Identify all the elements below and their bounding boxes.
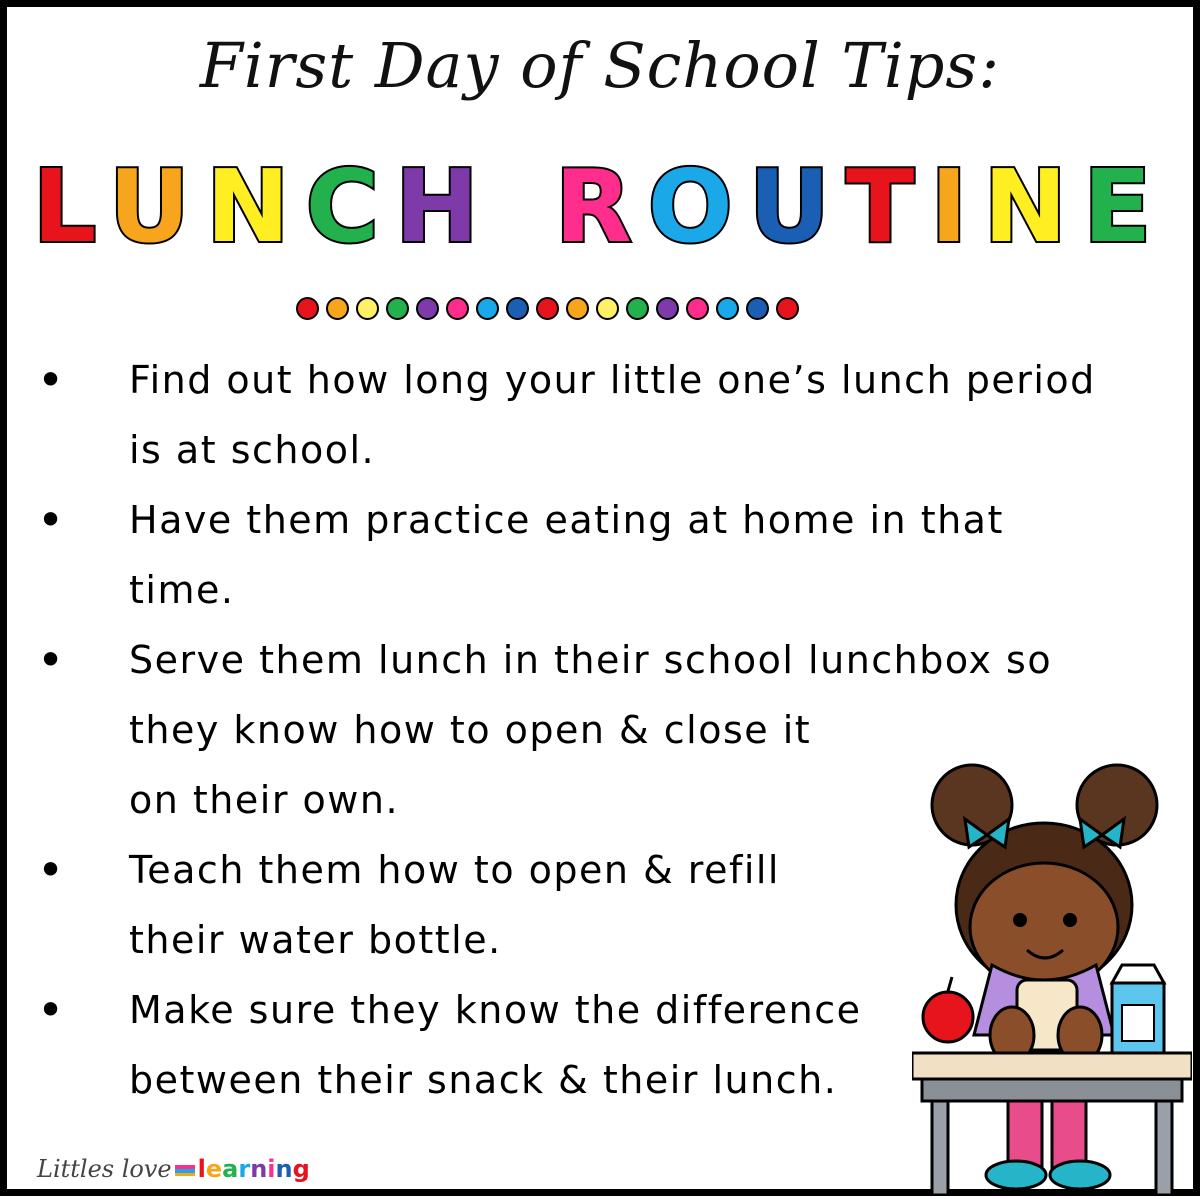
divider-dot xyxy=(476,297,499,320)
divider-dot xyxy=(626,297,649,320)
title-letter: E xyxy=(1083,148,1168,265)
divider-dot xyxy=(776,297,799,320)
divider-dot xyxy=(566,297,589,320)
title-letter: H xyxy=(395,148,495,265)
divider-dot xyxy=(536,297,559,320)
divider-dot xyxy=(446,297,469,320)
divider-dot xyxy=(416,297,439,320)
divider-dot xyxy=(686,297,709,320)
title-letter: R xyxy=(554,148,648,265)
bullet-icon: • xyxy=(37,633,65,687)
divider-dot xyxy=(746,297,769,320)
tip-text: time. xyxy=(129,568,235,612)
bullet-icon: • xyxy=(37,843,65,897)
brand-text-2 xyxy=(198,1155,310,1183)
brand-letter: a xyxy=(222,1155,239,1183)
title-letter: U xyxy=(108,148,206,265)
brand-letter: e xyxy=(205,1155,223,1183)
tip-text: is at school. xyxy=(129,428,376,472)
brand-letter: n xyxy=(250,1155,268,1183)
title-letter: C xyxy=(305,148,396,265)
divider-dot xyxy=(386,297,409,320)
brand-logo xyxy=(37,1155,310,1183)
script-title: First Day of School Tips: xyxy=(199,29,1001,102)
brand-letter: n xyxy=(275,1155,293,1183)
divider-dot xyxy=(356,297,379,320)
bullet-icon: • xyxy=(37,983,65,1037)
tip-text: Teach them how to open & refill xyxy=(129,848,780,892)
title-letter: N xyxy=(983,148,1084,265)
brand-text-1: Littles love xyxy=(37,1155,172,1183)
divider-dot xyxy=(596,297,619,320)
divider-dot xyxy=(506,297,529,320)
bullet-icon: • xyxy=(37,353,65,407)
graduation-cap-icon xyxy=(172,1155,198,1183)
girl-at-desk-illustration xyxy=(912,755,1192,1195)
bullet-icon: • xyxy=(37,493,65,547)
title-letter: U xyxy=(748,148,846,265)
tip-text: they know how to open & close it xyxy=(129,708,812,752)
divider-dot xyxy=(326,297,349,320)
title-letter: T xyxy=(845,148,931,265)
tip-text: Serve them lunch in their school lunchbox so xyxy=(129,638,1053,682)
main-title xyxy=(7,148,1193,265)
title-letter: I xyxy=(930,148,984,265)
divider-dot xyxy=(296,297,319,320)
tip-item xyxy=(7,345,1193,485)
divider-dot xyxy=(656,297,679,320)
tip-text: on their own. xyxy=(129,778,400,822)
tip-text: Make sure they know the difference xyxy=(129,988,862,1032)
tip-item xyxy=(7,485,1193,625)
brand-letter: r xyxy=(238,1155,251,1183)
brand-letter: i xyxy=(267,1155,276,1183)
divider-dot xyxy=(716,297,739,320)
title-letter: O xyxy=(647,148,749,265)
tip-text: Find out how long your little one’s lunch period xyxy=(129,358,1096,402)
brand-letter: l xyxy=(197,1155,206,1183)
title-letter: N xyxy=(205,148,306,265)
tip-text: their water bottle. xyxy=(129,918,502,962)
title-letter: L xyxy=(32,148,109,265)
dot-divider xyxy=(296,297,799,320)
brand-letter: g xyxy=(292,1155,310,1183)
tip-text: between their snack & their lunch. xyxy=(129,1058,838,1102)
tip-text: Have them practice eating at home in that xyxy=(129,498,1004,542)
